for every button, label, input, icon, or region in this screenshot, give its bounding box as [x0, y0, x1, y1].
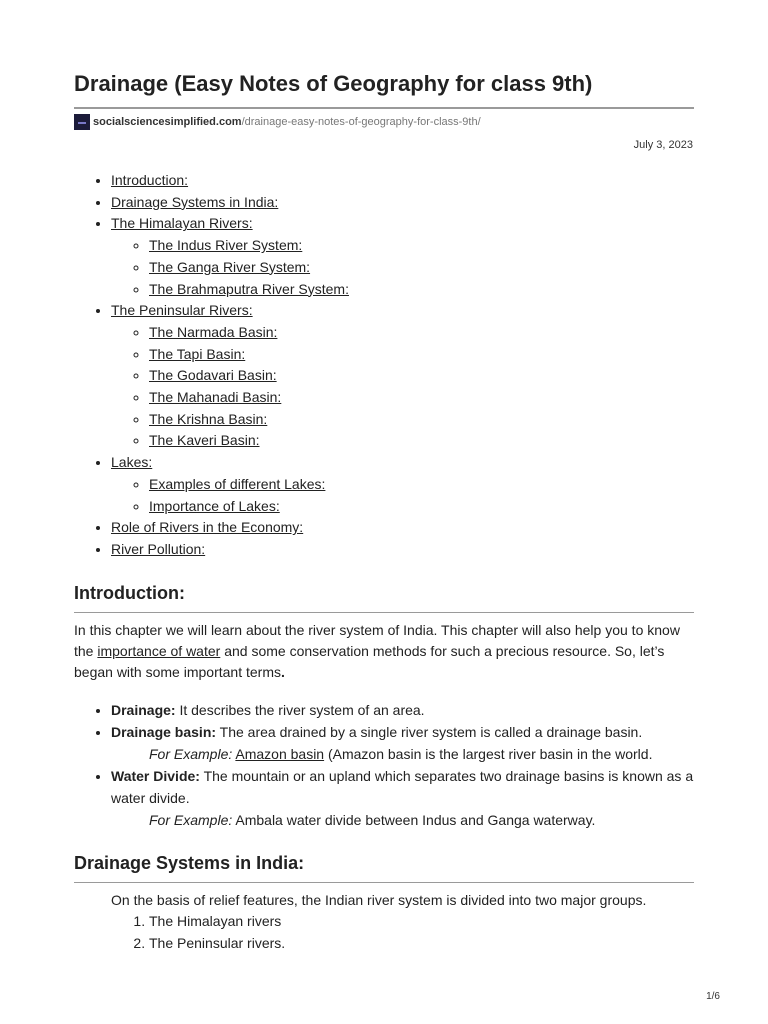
term-definition: The area drained by a single river system is called a drainage basin.: [216, 724, 643, 740]
toc-subitem: [149, 322, 694, 344]
toc-link-krishna[interactable]: The Krishna Basin:: [149, 410, 268, 427]
toc-item: [111, 170, 694, 192]
intro-text-period: .: [280, 664, 285, 680]
importance-of-water-link[interactable]: importance of water: [97, 643, 221, 659]
term-label: Drainage basin:: [111, 724, 217, 740]
toc-link-brahmaputra[interactable]: The Brahmaputra River System:: [149, 280, 349, 297]
source-path[interactable]: /drainage-easy-notes-of-geography-for-class-9th/: [241, 116, 481, 128]
toc-subitem: [149, 430, 694, 452]
toc-subitem: [149, 235, 694, 257]
toc-item: [111, 300, 694, 452]
term-drainage-basin: [111, 721, 731, 765]
term-label: Water Divide:: [111, 768, 200, 784]
title-divider: [74, 107, 694, 109]
toc-link-kaveri[interactable]: The Kaveri Basin:: [149, 432, 260, 449]
drainage-systems-paragraph: On the basis of relief features, the Indian river system is divided into two major groups.: [111, 892, 647, 908]
toc-subitem: [149, 409, 694, 431]
toc-link-tapi[interactable]: The Tapi Basin:: [149, 345, 246, 362]
list-item: 1. The Himalayan rivers: [149, 911, 285, 933]
toc-subitem: [149, 344, 694, 366]
toc-subitem: [149, 365, 694, 387]
example-label: For Example:: [149, 812, 233, 828]
site-favicon-icon: [74, 114, 90, 130]
introduction-paragraph: [74, 620, 694, 683]
page-number: 1/6: [706, 991, 720, 1002]
toc-link-peninsular-rivers[interactable]: The Peninsular Rivers:: [111, 302, 253, 319]
term-water-divide: [111, 765, 731, 831]
river-groups-list: [74, 911, 285, 954]
toc-link-river-pollution[interactable]: River Pollution:: [111, 540, 206, 557]
term-example: [111, 809, 731, 831]
toc-link-introduction[interactable]: Introduction:: [111, 172, 189, 188]
toc-item: [111, 539, 694, 561]
terms-list: [74, 699, 731, 831]
term-drainage: [111, 699, 731, 721]
toc-subitem: [149, 474, 694, 496]
example-label: For Example:: [149, 746, 233, 762]
toc-item: [111, 213, 694, 300]
table-of-contents: [74, 170, 694, 561]
toc-link-ganga[interactable]: The Ganga River System:: [149, 258, 311, 275]
source-url[interactable]: [74, 114, 481, 130]
example-text: (Amazon basin is the largest river basin in the world.: [324, 746, 653, 762]
drainage-systems-divider: [74, 882, 694, 883]
introduction-heading: Introduction:: [74, 583, 185, 603]
amazon-basin-link[interactable]: Amazon basin: [235, 746, 325, 762]
toc-item: [111, 517, 694, 539]
term-definition: It describes the river system of an area.: [175, 702, 425, 718]
toc-link-importance-lakes[interactable]: Importance of Lakes:: [149, 497, 280, 514]
toc-subitem: [149, 279, 694, 301]
toc-link-drainage-systems[interactable]: Drainage Systems in India:: [111, 193, 279, 210]
toc-link-indus[interactable]: The Indus River System:: [149, 237, 303, 254]
intro-text-end: and some conservation methods for such a precious resource. So, let’s began with some important terms: [74, 643, 665, 680]
term-label: Drainage:: [111, 702, 176, 718]
publish-date: July 3, 2023: [633, 139, 693, 151]
source-domain[interactable]: socialsciencesimplified.com: [93, 116, 242, 128]
toc-link-lakes[interactable]: Lakes:: [111, 454, 153, 471]
toc-link-mahanadi[interactable]: The Mahanadi Basin:: [149, 389, 282, 406]
drainage-systems-heading: Drainage Systems in India:: [74, 853, 305, 873]
toc-link-godavari[interactable]: The Godavari Basin:: [149, 367, 277, 384]
toc-subitem: [149, 387, 694, 409]
toc-item: [111, 192, 694, 214]
toc-item: [111, 452, 694, 517]
term-definition: The mountain or an upland which separates two drainage basins is known as a water divide.: [111, 768, 694, 806]
introduction-divider: [74, 612, 694, 613]
example-text: Ambala water divide between Indus and Ganga waterway.: [232, 812, 596, 828]
page-title: Drainage (Easy Notes of Geography for class 9th): [74, 71, 593, 96]
toc-link-himalayan-rivers[interactable]: The Himalayan Rivers:: [111, 215, 253, 232]
toc-subitem: [149, 496, 694, 518]
toc-link-narmada[interactable]: The Narmada Basin:: [149, 323, 278, 340]
term-example: [111, 743, 731, 765]
toc-link-examples-lakes[interactable]: Examples of different Lakes:: [149, 475, 326, 492]
toc-link-role-of-rivers[interactable]: Role of Rivers in the Economy:: [111, 519, 304, 536]
toc-subitem: [149, 257, 694, 279]
list-item: 2. The Peninsular rivers.: [149, 933, 285, 955]
intro-text-start: In this chapter we will learn about the river system of India. This chapter will also help you to know the: [74, 622, 680, 659]
